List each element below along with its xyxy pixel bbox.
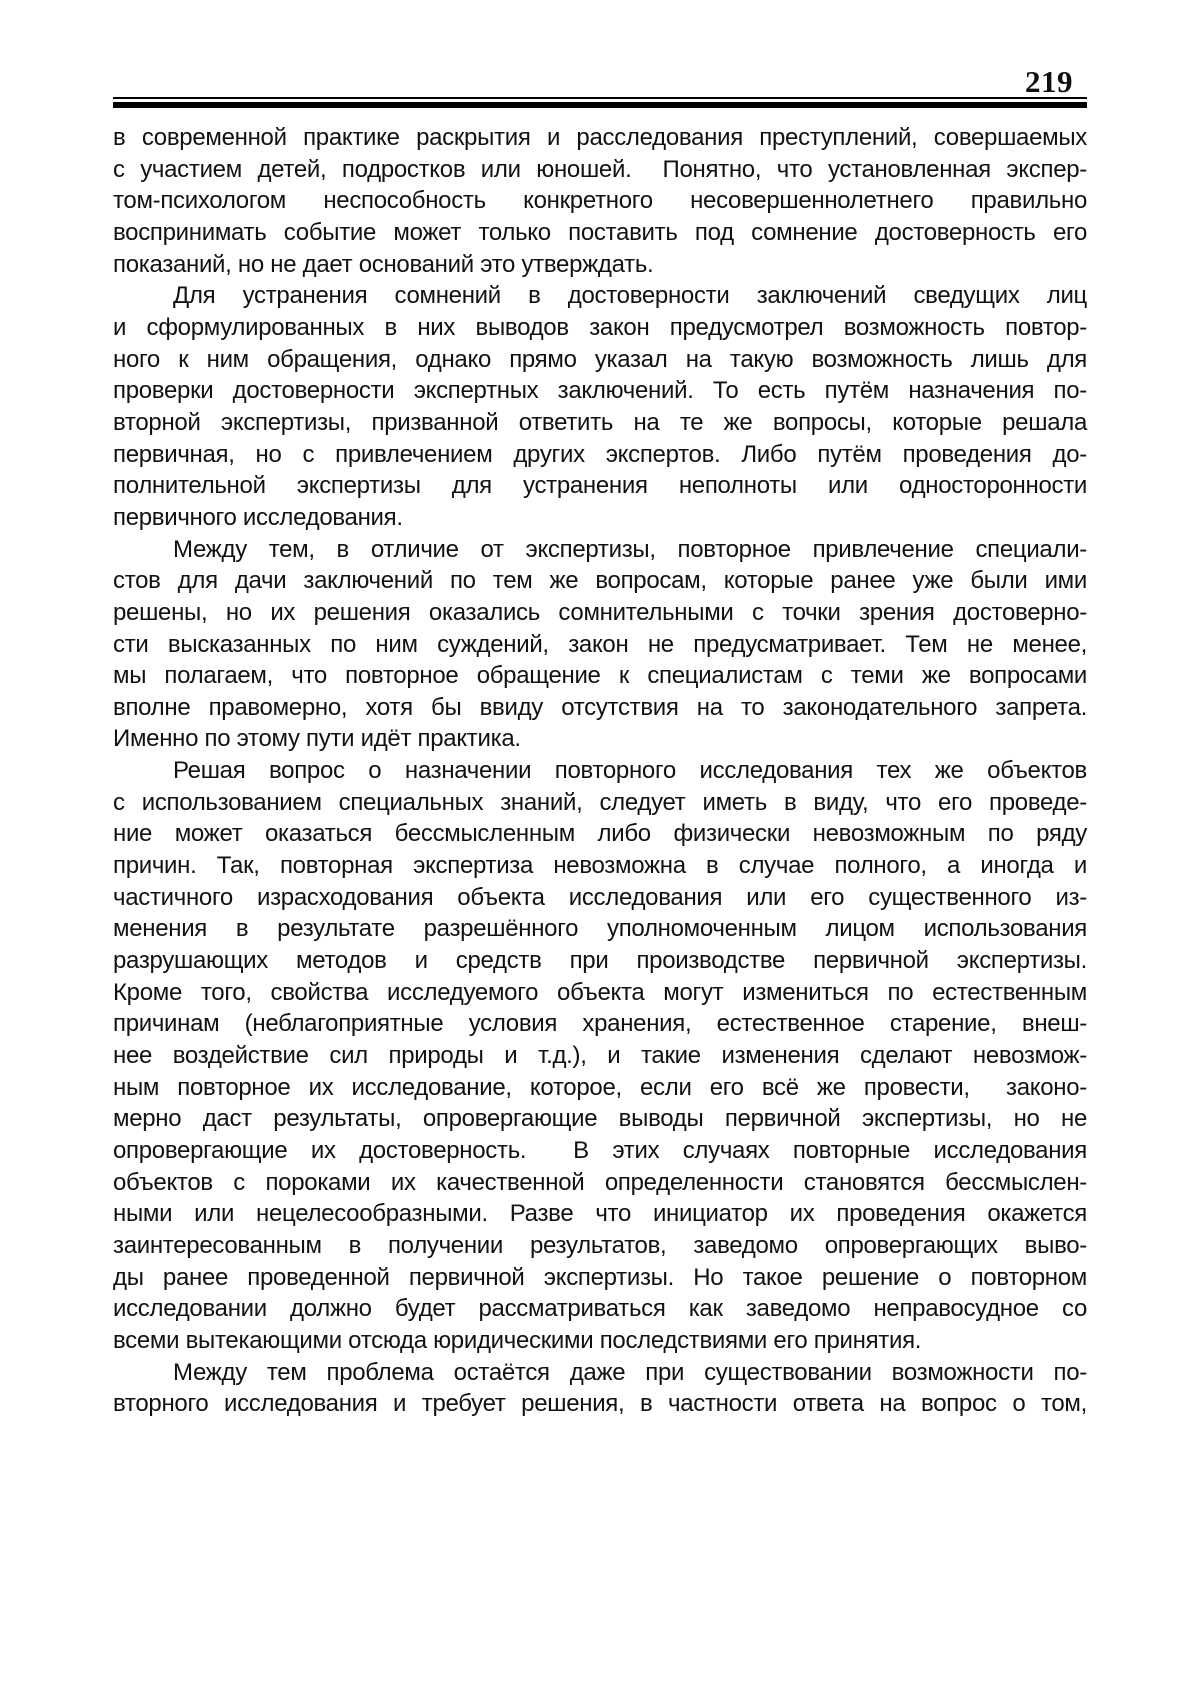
- text-line: разрушающих методов и средств при производстве первичной экспертизы.: [113, 947, 1087, 975]
- text-line: заинтересованным в получении результатов, заведомо опровергающих выво-: [113, 1231, 1087, 1259]
- text-line: воспринимать событие может только поставить под сомнение достоверность его: [113, 218, 1087, 246]
- text-line: опровергающие их достоверность. В этих случаях повторные исследования: [113, 1137, 1087, 1164]
- text-line: полнительной экспертизы для устранения неполноты или односторонности: [113, 472, 1087, 500]
- text-line: с использованием специальных знаний, следует иметь в виду, что его проведе-: [113, 788, 1087, 816]
- text-line: объектов с пороками их качественной определенности становятся бессмыслен-: [113, 1168, 1087, 1196]
- text-line: сти высказанных по ним суждений, закон не предусматривает. Тем не менее,: [113, 630, 1087, 658]
- text-line: нее воздействие сил природы и т.д.), и такие изменения сделают невозмож-: [113, 1042, 1087, 1070]
- text-line: вторного исследования и требует решения, в частности ответа на вопрос о том,: [113, 1390, 1087, 1418]
- text-line: причин. Так, повторная экспертиза невозможна в случае полного, а иногда и: [113, 852, 1087, 880]
- text-line: стов для дачи заключений по тем же вопросам, которые ранее уже были ими: [113, 567, 1087, 595]
- paragraph: [113, 755, 1087, 1356]
- text-line: Между тем проблема остаётся даже при существовании возможности по-: [173, 1358, 1087, 1386]
- paragraph: [113, 280, 1087, 533]
- text-line: исследовании должно будет рассматриваться как заведомо неправосудное со: [113, 1295, 1087, 1323]
- text-line: Между тем, в отличие от экспертизы, повторное привлечение специали-: [173, 535, 1087, 563]
- text-line: с участием детей, подростков или юношей. Понятно, что установленная экспер-: [113, 155, 1087, 183]
- text-line: частичного израсходования объекта исследования или его существенного из-: [113, 883, 1087, 911]
- text-line: причинам (неблагоприятные условия хранения, естественное старение, внеш-: [113, 1010, 1087, 1038]
- text-line: вполне правомерно, хотя бы ввиду отсутствия на то законодательного запрета.: [113, 693, 1087, 721]
- text-line: показаний, но не дает оснований это утверждать.: [113, 250, 654, 278]
- text-line: первичного исследования.: [113, 503, 403, 531]
- text-line: Для устранения сомнений в достоверности заключений сведущих лиц: [173, 282, 1087, 310]
- header-rule: [113, 97, 1087, 108]
- text-line: мы полагаем, что повторное обращение к специалистам с теми же вопросами: [113, 662, 1087, 690]
- text-line: Именно по этому пути идёт практика.: [113, 725, 521, 753]
- text-line: мерно даст результаты, опровергающие выводы первичной экспертизы, но не: [113, 1105, 1087, 1133]
- paragraph: [113, 122, 1087, 280]
- text-line: ным повторное их исследование, которое, если его всё же провести, законо-: [113, 1073, 1087, 1101]
- page-number-value: 219: [1025, 64, 1073, 99]
- text-line: всеми вытекающими отсюда юридическими последствиями его принятия.: [113, 1326, 922, 1354]
- text-line: ды ранее проведенной первичной экспертизы. Но такое решение о повторном: [113, 1263, 1087, 1291]
- text-line: вторной экспертизы, призванной ответить на те же вопросы, которые решала: [113, 408, 1087, 436]
- text-line: и сформулированных в них выводов закон предусмотрел возможность повтор-: [113, 313, 1087, 341]
- paragraph: [113, 534, 1087, 756]
- text-line: решены, но их решения оказались сомнительными с точки зрения достоверно-: [113, 598, 1087, 626]
- text-line: Решая вопрос о назначении повторного исследования тех же объектов: [173, 757, 1087, 785]
- text-line: в современной практике раскрытия и расследования преступлений, совершаемых: [113, 124, 1087, 151]
- text-line: проверки достоверности экспертных заключений. То есть путём назначения по-: [113, 377, 1087, 405]
- text-line: ного к ним обращения, однако прямо указал на такую возможность лишь для: [113, 345, 1087, 373]
- text-line: Кроме того, свойства исследуемого объекта могут измениться по естественным: [113, 978, 1087, 1006]
- text-line: ными или нецелесообразными. Разве что инициатор их проведения окажется: [113, 1200, 1087, 1228]
- text-line: ние может оказаться бессмысленным либо физически невозможным по ряду: [113, 820, 1087, 848]
- text-line: менения в результате разрешённого уполномоченным лицом использования: [113, 915, 1087, 943]
- page-body: [113, 122, 1087, 1420]
- page-number: [113, 66, 1087, 98]
- text-line: том-психологом неспособность конкретного несовершеннолетнего правильно: [113, 187, 1087, 215]
- text-line: первичная, но с привлечением других экспертов. Либо путём проведения до-: [113, 440, 1087, 468]
- paragraph: [113, 1357, 1087, 1420]
